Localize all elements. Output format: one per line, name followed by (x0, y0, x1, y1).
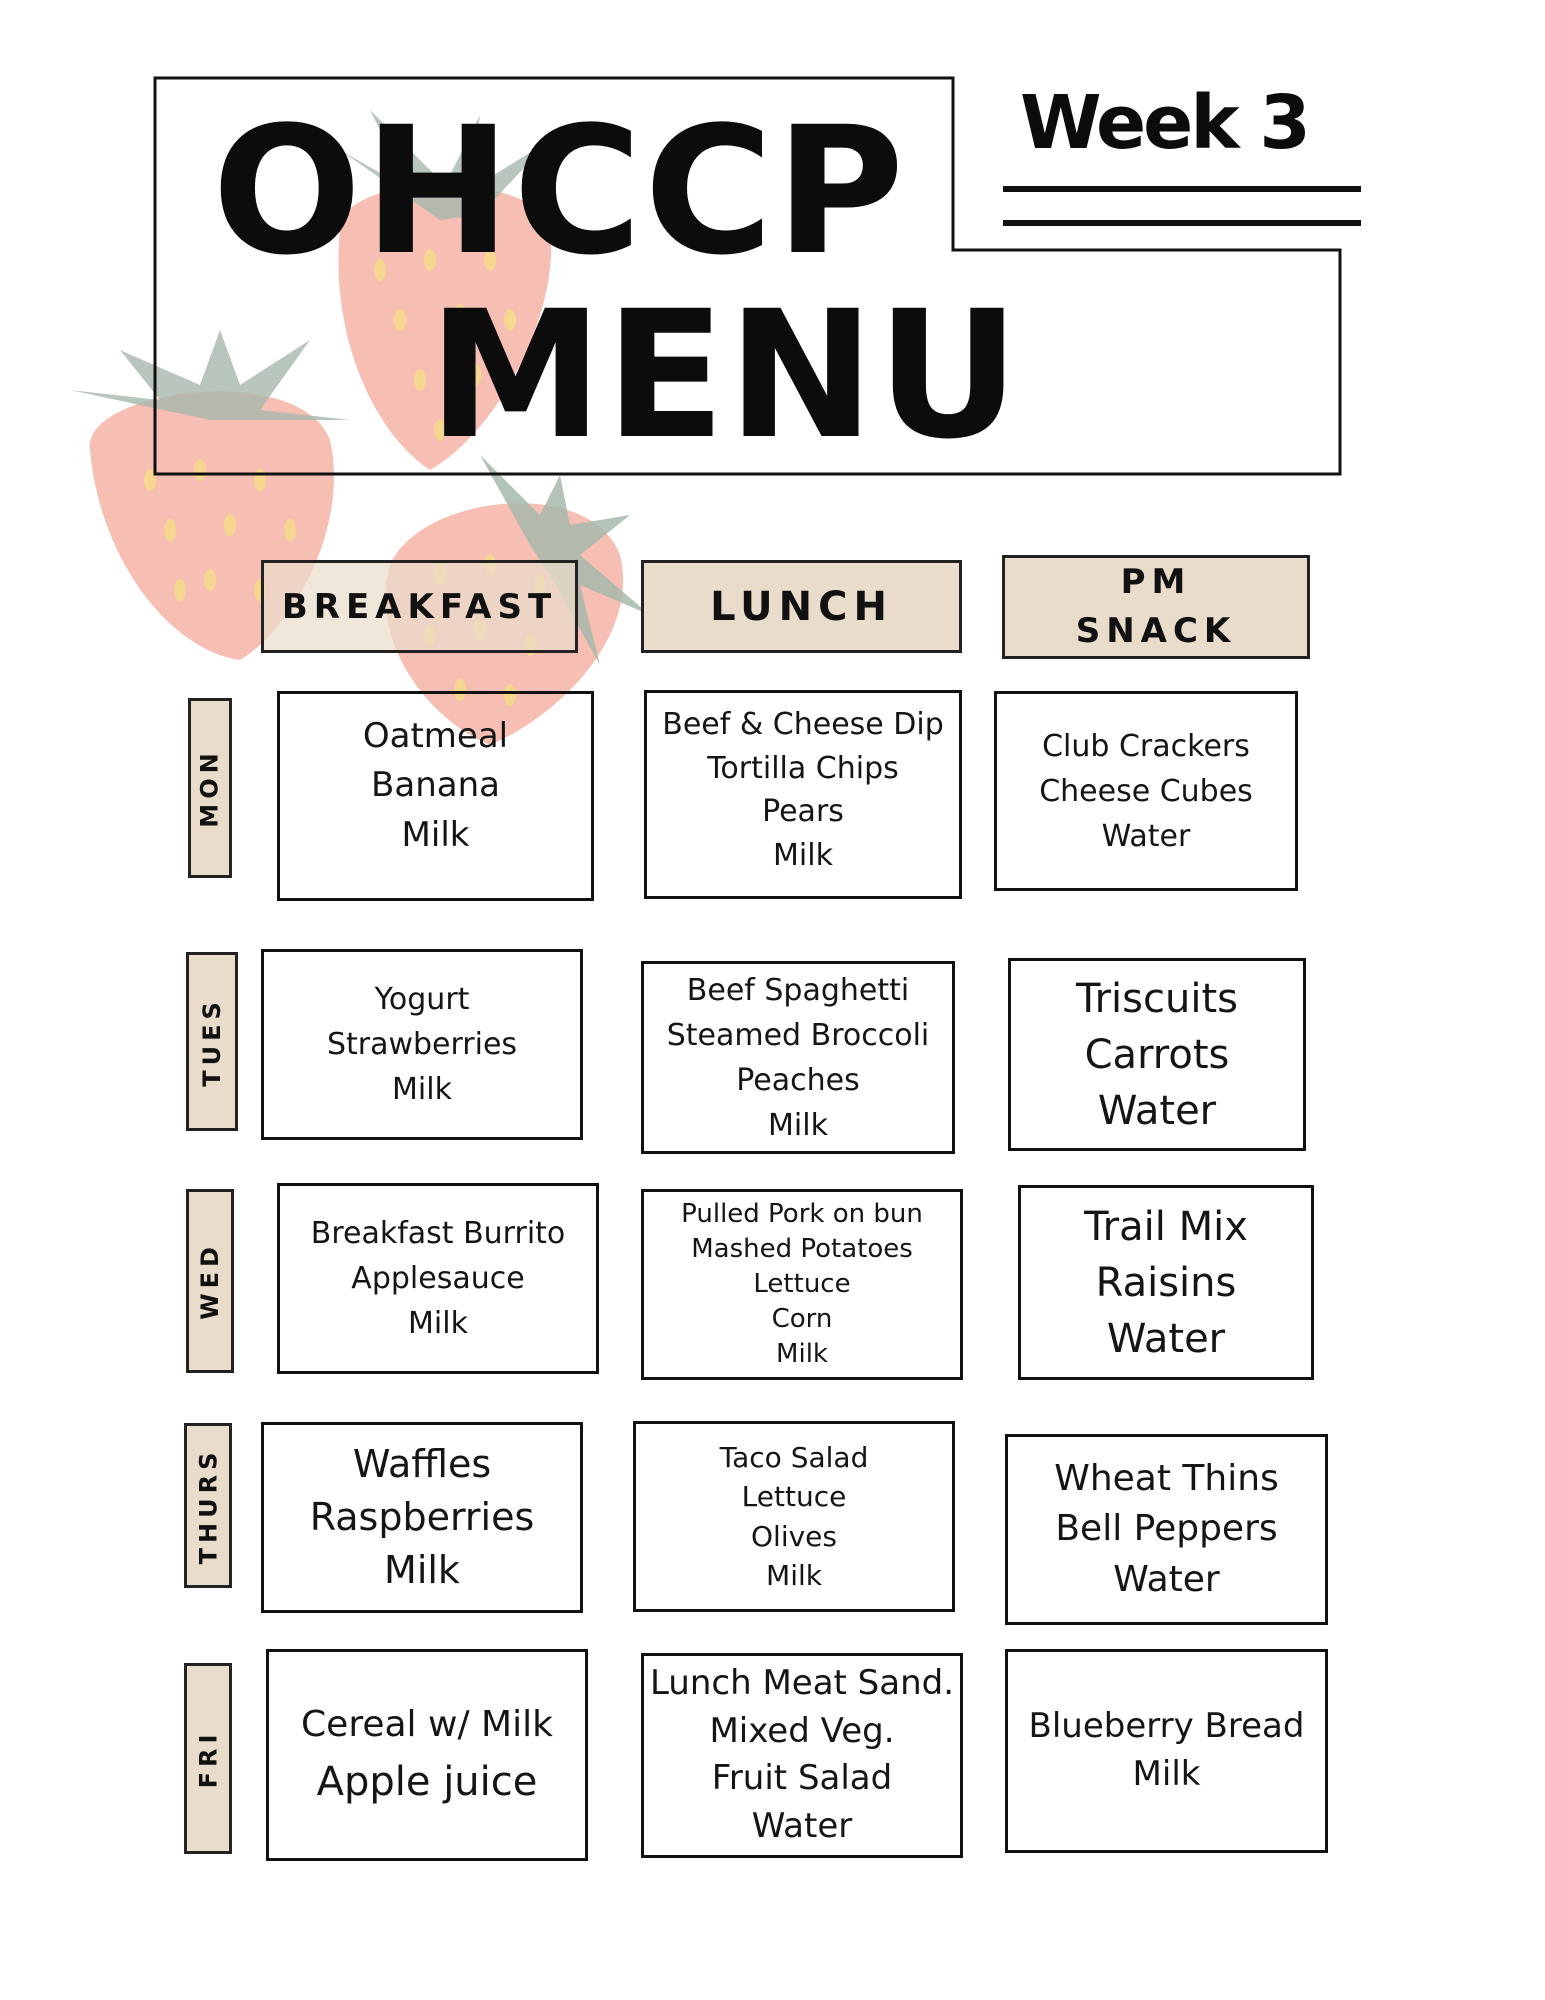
menu-item: Milk (766, 1558, 822, 1592)
menu-item: Apple juice (316, 1759, 538, 1805)
menu-item: Taco Salad (719, 1441, 869, 1475)
menu-item: Bell Peppers (1055, 1508, 1278, 1550)
menu-item: Milk (776, 1339, 828, 1370)
menu-item: Water (1101, 818, 1191, 854)
day-tab-thurs (184, 1423, 232, 1588)
menu-item: Lettuce (753, 1268, 851, 1299)
menu-cell-wed-breakfast (277, 1183, 599, 1374)
menu-cell-mon-breakfast (277, 691, 594, 901)
menu-item: Mixed Veg. (709, 1710, 895, 1751)
menu-item: Beef Spaghetti (686, 972, 910, 1008)
menu-item: Strawberries (326, 1027, 518, 1062)
menu-item: Pears (762, 794, 844, 829)
menu-item: Club Crackers (1042, 728, 1250, 764)
column-header-breakfast (261, 560, 578, 653)
menu-item: Applesauce (351, 1261, 525, 1296)
menu-item: Breakfast Burrito (310, 1216, 566, 1251)
column-header-label: LUNCH (710, 583, 893, 630)
week-underline-bottom (1003, 220, 1361, 226)
column-header-pm-snack (1002, 555, 1310, 659)
menu-cell-fri-breakfast (266, 1649, 588, 1861)
menu-item: Banana (371, 765, 500, 806)
menu-cell-tues-lunch (641, 961, 955, 1154)
week-underline-top (1003, 186, 1361, 192)
day-label: MON (196, 748, 224, 828)
menu-cell-wed-lunch (641, 1189, 963, 1380)
day-label: TUES (198, 996, 227, 1087)
day-tab-mon (188, 698, 232, 878)
menu-item: Milk (401, 814, 470, 855)
menu-cell-tues-snack (1008, 958, 1306, 1151)
menu-item: Wheat Thins (1054, 1457, 1279, 1499)
menu-item: Waffles (352, 1441, 492, 1486)
menu-item: Water (1097, 1087, 1217, 1134)
menu-cell-mon-snack (994, 691, 1298, 891)
menu-item: Oatmeal (362, 716, 509, 756)
menu-cell-thurs-snack (1005, 1434, 1328, 1625)
menu-cell-tues-breakfast (261, 949, 583, 1140)
day-tab-wed (186, 1189, 234, 1373)
menu-cell-wed-snack (1018, 1185, 1314, 1380)
menu-item: Lettuce (741, 1480, 847, 1514)
menu-item: Yogurt (374, 982, 470, 1017)
menu-item: Tortilla Chips (707, 750, 899, 786)
menu-item: Raspberries (309, 1494, 535, 1539)
menu-item: Lunch Meat Sand. (649, 1663, 955, 1703)
menu-item: Pulled Pork on bun (681, 1198, 923, 1229)
menu-cell-thurs-lunch (633, 1421, 955, 1612)
menu-item: Beef & Cheese Dip (662, 707, 944, 742)
menu-cell-fri-lunch (641, 1653, 963, 1858)
menu-item: Raisins (1095, 1259, 1237, 1306)
menu-item: Olives (751, 1519, 837, 1553)
day-label: FRI (194, 1729, 222, 1788)
menu-item: Carrots (1084, 1031, 1230, 1078)
menu-title-line1: OHCCP (212, 89, 907, 294)
week-label: Week 3 (1020, 80, 1308, 166)
menu-item: Corn (771, 1304, 833, 1335)
menu-item: Cereal w/ Milk (301, 1704, 553, 1745)
menu-item: Steamed Broccoli (666, 1017, 930, 1053)
menu-cell-mon-lunch (644, 690, 962, 899)
menu-item: Fruit Salad (711, 1758, 893, 1799)
menu-item: Mashed Potatoes (691, 1233, 913, 1264)
menu-item: Milk (408, 1306, 468, 1341)
menu-item: Milk (392, 1072, 452, 1107)
day-tab-fri (184, 1663, 232, 1854)
menu-item: Milk (384, 1548, 460, 1593)
menu-item: Water (1106, 1315, 1226, 1362)
column-header-lunch (641, 560, 962, 653)
column-header-label: PM (1120, 561, 1192, 602)
menu-item: Blueberry Bread (1028, 1706, 1305, 1747)
menu-item: Water (1113, 1558, 1220, 1600)
menu-item: Triscuits (1076, 975, 1238, 1022)
menu-item: Cheese Cubes (1039, 773, 1253, 809)
menu-item: Milk (1132, 1754, 1201, 1794)
menu-item: Peaches (736, 1062, 860, 1098)
column-header-label: BREAKFAST (281, 586, 558, 627)
day-label: WED (196, 1242, 225, 1320)
day-label: THURS (194, 1447, 222, 1564)
menu-title-line2: MENU (428, 273, 1022, 478)
menu-item: Milk (768, 1107, 828, 1143)
day-tab-tues (186, 952, 238, 1131)
menu-cell-fri-snack (1005, 1649, 1328, 1853)
menu-cell-thurs-breakfast (261, 1422, 583, 1613)
column-header-label: SNACK (1075, 611, 1237, 651)
menu-item: Trail Mix (1084, 1203, 1248, 1250)
menu-item: Water (751, 1805, 853, 1846)
menu-item: Milk (773, 837, 833, 873)
